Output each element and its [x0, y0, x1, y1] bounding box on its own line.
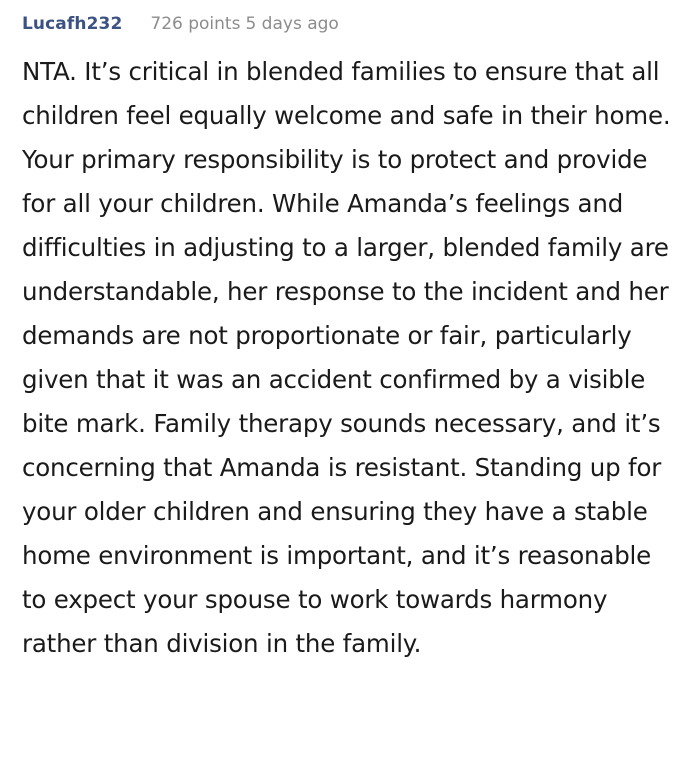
comment-score: 726 points	[150, 14, 241, 34]
comment-timestamp: 5 days ago	[245, 14, 339, 34]
comment-body: NTA. It’s critical in blended families to ensure that all children feel equally welcome and safe in their home. Your primary responsibility is to protect and provide for all your children. While Amanda’s feelings and difficulties in adjusting to a larger, blended family are understandable, her response to the incident and her demands are not proportionate or fair, particularly given that it was an accident confirmed by a visible bite mark. Family therapy sounds necessary, and it’s concerning that Amanda is resistant. Standing up for your older children and ensuring they have a stable home environment is important, and it’s reasonable to expect your spouse to work towards harmony rather than division in the family.	[22, 57, 671, 658]
comment-meta	[22, 14, 682, 42]
comment-author-link[interactable]: Lucafh232	[22, 14, 123, 34]
comment	[22, 14, 682, 666]
